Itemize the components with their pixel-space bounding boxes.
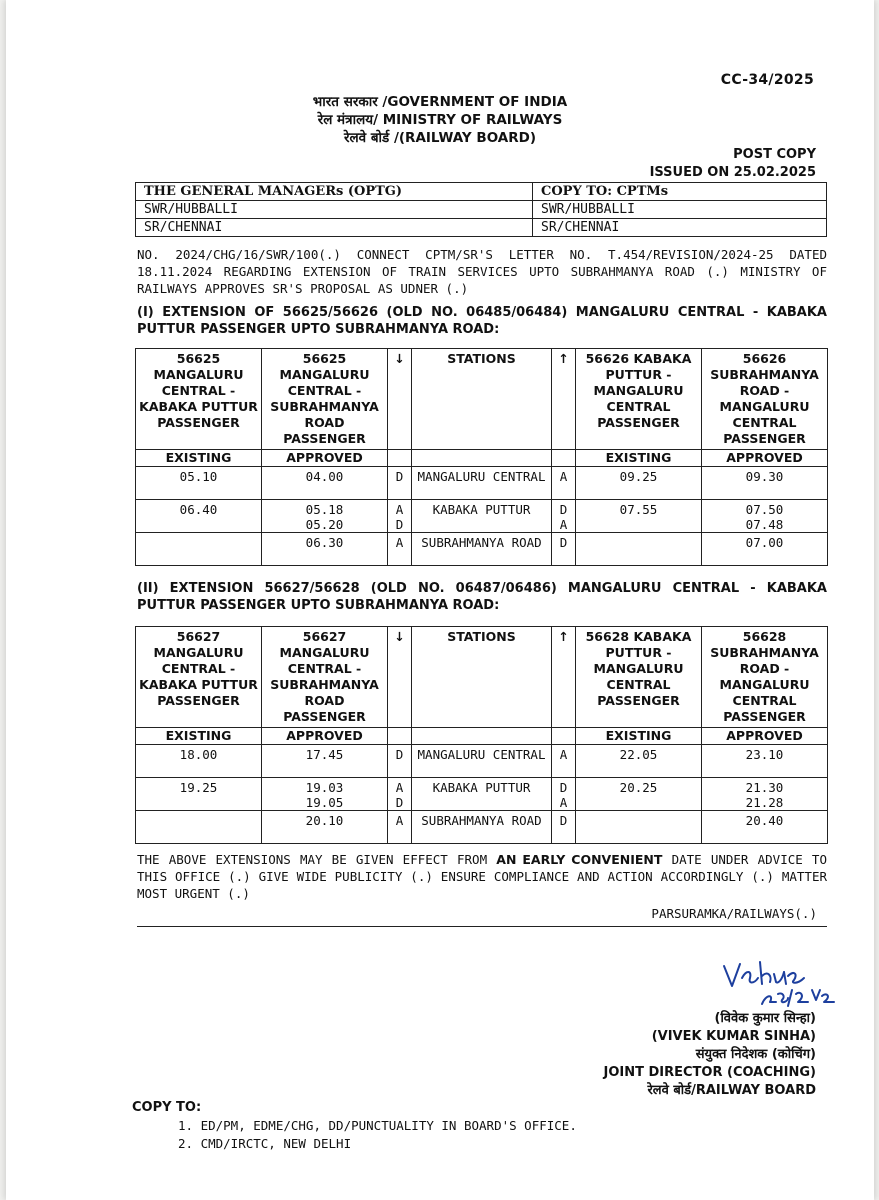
approved-label: APPROVED xyxy=(262,728,388,745)
approved-label: APPROVED xyxy=(262,450,388,467)
time-cell: 20.40 xyxy=(702,811,828,844)
station-cell: MANGALURU CENTRAL xyxy=(412,467,552,500)
time-cell: 05.10 xyxy=(136,467,262,500)
timetable-2 xyxy=(135,626,828,844)
closing-emphasis: AN EARLY CONVENIENT xyxy=(496,852,663,867)
signatory-name-hindi: (विवेक कुमार सिन्हा) xyxy=(714,1011,816,1026)
approved-label: APPROVED xyxy=(702,728,828,745)
column-header: 56628 KABAKA PUTTUR - MANGALURU CENTRAL PASSENGER xyxy=(576,627,702,728)
up-arrow-icon: ↑ xyxy=(552,627,576,728)
arr-dep-cell: A xyxy=(552,467,576,500)
addressee-table xyxy=(135,182,827,237)
station-cell: KABAKA PUTTUR xyxy=(412,778,552,811)
station-cell: MANGALURU CENTRAL xyxy=(412,745,552,778)
arr-dep-cell: D xyxy=(388,745,412,778)
list-item: 2. CMD/IRCTC, NEW DELHI xyxy=(178,1136,352,1151)
arr-dep-cell: A D xyxy=(388,778,412,811)
column-header: 56627 MANGALURU CENTRAL - KABAKA PUTTUR PASSENGER xyxy=(136,627,262,728)
stations-header: STATIONS xyxy=(412,349,552,450)
time-cell xyxy=(576,533,702,566)
list-item: 1. ED/PM, EDME/CHG, DD/PUNCTUALITY IN BOARD'S OFFICE. xyxy=(178,1118,577,1133)
arr-dep-cell: A xyxy=(388,811,412,844)
table-row xyxy=(136,467,828,500)
time-cell: 19.25 xyxy=(136,778,262,811)
handwritten-signature xyxy=(718,956,848,1012)
time-cell: 07.00 xyxy=(702,533,828,566)
signature-block xyxy=(603,1010,816,1100)
column-header: 56628 SUBRAHMANYA ROAD - MANGALURU CENTRAL PASSENGER xyxy=(702,627,828,728)
time-cell: 04.00 xyxy=(262,467,388,500)
addressee-cell: SWR/HUBBALLI xyxy=(136,201,533,219)
arr-dep-cell: D A xyxy=(552,500,576,533)
table-row xyxy=(136,533,828,566)
signatory-office: रेलवे बोर्ड/RAILWAY BOARD xyxy=(647,1083,816,1098)
column-header: 56627 MANGALURU CENTRAL - SUBRAHMANYA ROAD PASSENGER xyxy=(262,627,388,728)
post-copy-block xyxy=(650,146,816,182)
column-header: 56626 KABAKA PUTTUR - MANGALURU CENTRAL PASSENGER xyxy=(576,349,702,450)
time-cell: 21.30 21.28 xyxy=(702,778,828,811)
station-cell: KABAKA PUTTUR xyxy=(412,500,552,533)
copy-to-cell: SR/CHENNAI xyxy=(533,219,827,237)
time-cell: 17.45 xyxy=(262,745,388,778)
intro-paragraph: NO. 2024/CHG/16/SWR/100(.) CONNECT CPTM/SR'S LETTER NO. T.454/REVISION/2024-25 DATED 18.11.2024 REGARDING EXTENSION OF TRAIN SERVICES UPTO SUBRAHMANYA ROAD (.) MINISTRY OF RAILWAYS APPROVES SR'S PROPOSAL AS UDNER (.) xyxy=(137,247,827,296)
copy-to-cell: SWR/HUBBALLI xyxy=(533,201,827,219)
time-cell xyxy=(576,811,702,844)
addressee-cell: SR/CHENNAI xyxy=(136,219,533,237)
station-cell: SUBRAHMANYA ROAD xyxy=(412,811,552,844)
closing-paragraph xyxy=(137,851,827,902)
time-cell: 19.03 19.05 xyxy=(262,778,388,811)
divider xyxy=(137,926,827,927)
section-1-title: (I) EXTENSION OF 56625/56626 (OLD NO. 06485/06484) MANGALURU CENTRAL - KABAKA PUTTUR PASSENGER UPTO SUBRAHMANYA ROAD: xyxy=(137,305,827,337)
arr-dep-cell: D xyxy=(388,467,412,500)
arr-dep-cell: A xyxy=(552,745,576,778)
column-header: 56625 MANGALURU CENTRAL - SUBRAHMANYA ROAD PASSENGER xyxy=(262,349,388,450)
copy-to-list xyxy=(178,1117,577,1153)
existing-label: EXISTING xyxy=(576,728,702,745)
table-row xyxy=(136,500,828,533)
telegraphic-address: PARSURAMKA/RAILWAYS(.) xyxy=(651,906,817,921)
copy-to-title: COPY TO: xyxy=(132,1100,202,1115)
arr-dep-cell: A D xyxy=(388,500,412,533)
approved-label: APPROVED xyxy=(702,450,828,467)
section-2-title: (II) EXTENSION 56627/56628 (OLD NO. 06487/06486) MANGALURU CENTRAL - KABAKA PUTTUR PASSENGER UPTO SUBRAHMANYA ROAD: xyxy=(137,581,827,613)
signatory-name: (VIVEK KUMAR SINHA) xyxy=(651,1029,816,1044)
column-header: 56626 SUBRAHMANYA ROAD - MANGALURU CENTRAL PASSENGER xyxy=(702,349,828,450)
stations-header: STATIONS xyxy=(412,627,552,728)
time-cell xyxy=(136,533,262,566)
time-cell: 22.05 xyxy=(576,745,702,778)
time-cell: 07.50 07.48 xyxy=(702,500,828,533)
time-cell: 07.55 xyxy=(576,500,702,533)
existing-label: EXISTING xyxy=(136,450,262,467)
addressee-header: THE GENERAL MANAGERs (OPTG) xyxy=(136,183,533,201)
arr-dep-cell: A xyxy=(388,533,412,566)
time-cell: 18.00 xyxy=(136,745,262,778)
time-cell: 20.10 xyxy=(262,811,388,844)
down-arrow-icon: ↓ xyxy=(388,627,412,728)
time-cell: 20.25 xyxy=(576,778,702,811)
column-header: 56625 MANGALURU CENTRAL - KABAKA PUTTUR PASSENGER xyxy=(136,349,262,450)
issued-on-date: ISSUED ON 25.02.2025 xyxy=(649,165,816,180)
letter-page xyxy=(6,0,874,1200)
time-cell: 05.18 05.20 xyxy=(262,500,388,533)
signatory-designation: JOINT DIRECTOR (COACHING) xyxy=(603,1065,816,1080)
table-row xyxy=(136,745,828,778)
existing-label: EXISTING xyxy=(576,450,702,467)
arr-dep-cell: D xyxy=(552,811,576,844)
table-row xyxy=(136,778,828,811)
time-cell: 06.30 xyxy=(262,533,388,566)
table-row xyxy=(136,811,828,844)
up-arrow-icon: ↑ xyxy=(552,349,576,450)
header-railway-board: रेलवे बोर्ड /(RAILWAY BOARD) xyxy=(343,130,537,146)
header-ministry: रेल मंत्रालय/ MINISTRY OF RAILWAYS xyxy=(317,112,563,128)
signatory-designation-hindi: संयुक्त निदेशक (कोचिंग) xyxy=(695,1047,816,1062)
time-cell xyxy=(136,811,262,844)
station-cell: SUBRAHMANYA ROAD xyxy=(412,533,552,566)
arr-dep-cell: D A xyxy=(552,778,576,811)
time-cell: 23.10 xyxy=(702,745,828,778)
post-copy-label: POST COPY xyxy=(733,147,816,162)
header-government: भारत सरकार /GOVERNMENT OF INDIA xyxy=(312,94,568,110)
closing-text-part1: THE ABOVE EXTENSIONS MAY BE GIVEN EFFECT FROM xyxy=(137,852,497,867)
time-cell: 09.25 xyxy=(576,467,702,500)
down-arrow-icon: ↓ xyxy=(388,349,412,450)
circular-reference: CC-34/2025 xyxy=(720,72,814,88)
time-cell: 09.30 xyxy=(702,467,828,500)
copy-to-header: COPY TO: CPTMs xyxy=(533,183,827,201)
arr-dep-cell: D xyxy=(552,533,576,566)
timetable-1 xyxy=(135,348,828,566)
closing-text-part2: DATE UNDER ADVICE TO THIS OFFICE (.) GIVE WIDE PUBLICITY (.) ENSURE COMPLIANCE AND ACTION ACCORDINGLY (.) MATTER MOST URGENT (.) xyxy=(137,852,827,901)
time-cell: 06.40 xyxy=(136,500,262,533)
existing-label: EXISTING xyxy=(136,728,262,745)
